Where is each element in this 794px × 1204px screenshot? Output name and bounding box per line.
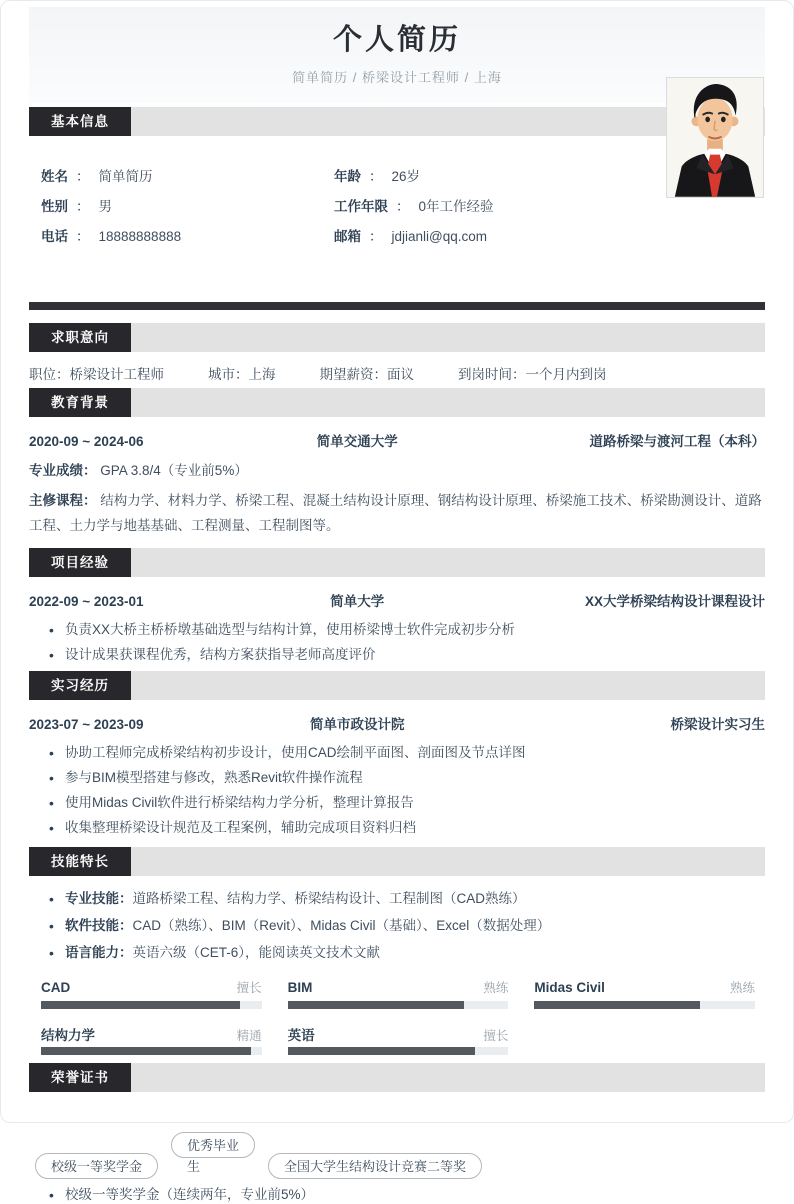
section-bar-education [29,388,765,417]
field-colon: ： [76,199,90,214]
education-row [29,433,765,451]
skill-bullet-label: 语言能力： [65,945,133,960]
section-bar-basic-info [29,107,765,136]
bullet-item [29,917,765,935]
skill-name: BIM [287,980,313,995]
internship-row [29,716,765,734]
intent-label: 到岗时间 [458,367,512,382]
profile-photo-illustration [667,78,763,197]
honor-badge: 校级一等奖学金 [35,1153,158,1179]
skill-name: 英语 [287,1028,315,1043]
intent-salary [320,366,415,384]
intent-position [29,366,164,384]
skill-bars-grid [29,978,765,1055]
section-bar-honors [29,1063,765,1092]
section-badge-projects: 项目经验 [29,548,131,577]
section-badge-job-intention: 求职意向 [29,323,131,352]
bullet-text: 使用Midas Civil软件进行桥梁结构力学分析，整理计算报告 [65,795,414,810]
courses-value: 结构力学、材料力学、桥梁工程、混凝土结构设计原理、钢结构设计原理、桥梁施工技术、桥梁勘测设计、道路工程、土力学与地基基础、工程测量、工程制图等。 [29,493,762,533]
bullet-item [29,646,765,664]
field-colon: ： [369,169,383,184]
bullet-item [29,621,765,639]
field-value: 26岁 [391,169,421,184]
skill-bullet-label: 软件技能： [65,918,133,933]
skill-level: 擅长 [483,1029,509,1043]
bullet-text: 参与BIM模型搭建与修改，熟悉Revit软件操作流程 [65,770,363,785]
skill-bullet-label: 专业技能： [65,891,133,906]
bullet-text: 协助工程师完成桥梁结构初步设计，使用CAD绘制平面图、剖面图及节点详图 [65,745,526,760]
page-subtitle: 简单简历 / 桥梁设计工程师 / 上海 [292,70,502,85]
skill-progress-track [288,1001,509,1009]
intent-value: 面议 [387,367,414,382]
section-bar-job-intention [29,323,765,352]
section-badge-basic-info: 基本信息 [29,107,131,136]
skill-bullet-text: 英语六级（CET-6），能阅读英文技术文献 [132,945,381,960]
intent-colon: ： [512,367,526,382]
skill-progress-track [534,1001,755,1009]
skill-bar-english [288,1024,509,1055]
field-label: 电话 [41,229,68,244]
project-period: 2022-09 ~ 2023-01 [29,594,144,609]
education-period: 2020-09 ~ 2024-06 [29,434,144,449]
skill-bullet-text: CAD（熟练）、BIM（Revit）、Midas Civil（基础）、Excel（数据处理） [132,918,551,933]
skill-progress-track [288,1047,509,1055]
internship-period: 2023-07 ~ 2023-09 [29,717,144,732]
courses-label: 主修课程： [29,493,97,508]
section-bar-skills [29,847,765,876]
skill-name: 结构力学 [41,1028,95,1043]
intent-label: 职位 [29,367,56,382]
intent-label: 城市 [208,367,235,382]
job-intention-row [29,366,765,384]
honor-badge: 优秀毕业生 [171,1132,255,1158]
bullet-item [29,744,765,762]
skill-bullet-text: 道路桥梁工程、结构力学、桥梁结构设计、工程制图（CAD熟练） [132,891,526,906]
project-bullets [29,621,765,664]
section-divider [29,302,765,310]
intent-value: 桥梁设计工程师 [69,367,164,382]
skill-level: 熟练 [483,981,509,995]
skill-level: 擅长 [236,981,262,995]
intent-colon: ： [373,367,387,382]
field-value: 18888888888 [98,229,182,244]
field-label: 邮箱 [334,229,361,244]
intent-city [208,366,276,384]
skill-name: CAD [41,980,71,995]
bullet-text: 负责XX大桥主桥桥墩基础选型与结构计算，使用桥梁博士软件完成初步分析 [65,622,516,637]
section-badge-skills: 技能特长 [29,847,131,876]
skill-grid-empty-cell [534,1024,755,1055]
basic-info-left-column [29,168,334,258]
intent-availability [458,366,607,384]
field-work-years [334,198,765,216]
field-label: 性别 [41,199,68,214]
page-title: 个人简历 [332,24,461,56]
bullet-item [29,890,765,908]
intent-value: 一个月内到岗 [525,367,607,382]
intent-label: 期望薪资 [319,367,374,382]
internship-title: 桥梁设计实习生 [670,717,765,732]
section-badge-education: 教育背景 [29,388,131,417]
skill-progress-fill [41,1001,240,1009]
skill-bar-bim [288,978,509,1009]
section-badge-internship: 实习经历 [29,671,131,700]
intent-colon: ： [235,367,249,382]
skill-bar-midas-civil [534,978,755,1009]
profile-photo [666,77,764,198]
skill-bar-structural-mechanics [41,1024,262,1055]
honor-badge: 全国大学生结构设计竞赛二等奖 [268,1153,482,1179]
bullet-item [29,794,765,812]
project-title: XX大学桥梁结构设计课程设计 [584,594,765,609]
section-badge-honors: 荣誉证书 [29,1063,131,1092]
internship-bullets [29,744,765,837]
field-colon: ： [76,169,90,184]
field-gender [41,198,334,216]
skill-bar-cad [41,978,262,1009]
field-value: jdjianli@qq.com [391,229,487,244]
bullet-item [29,769,765,787]
gpa-label: 专业成绩： [29,463,97,478]
skill-progress-track [41,1047,262,1055]
basic-info-block [29,168,765,280]
bullet-item [29,1186,765,1204]
bullet-item [29,819,765,837]
skill-progress-fill [288,1047,476,1055]
gpa-value: GPA 3.8/4（专业前5%） [100,463,248,478]
field-label: 姓名 [41,169,68,184]
resume-header [29,7,765,103]
skill-progress-fill [534,1001,700,1009]
intent-colon: ： [56,367,70,382]
intent-value: 上海 [248,367,276,382]
section-bar-projects [29,548,765,577]
skill-level: 熟练 [729,981,755,995]
field-colon: ： [76,229,90,244]
honors-bullets [29,1186,765,1204]
field-phone [41,228,334,246]
honor-badges-row [29,1132,765,1179]
education-gpa-line [29,461,765,480]
skill-level: 精通 [236,1029,262,1043]
skill-name: Midas Civil [534,980,605,995]
field-colon: ： [369,229,383,244]
field-value: 男 [98,199,112,214]
field-value: 简单简历 [98,169,153,184]
bullet-text: 设计成果获课程优秀，结构方案获指导老师高度评价 [65,647,376,662]
skills-bullets [29,890,765,962]
skill-progress-fill [288,1001,465,1009]
section-bar-internship [29,671,765,700]
bullet-text: 收集整理桥梁设计规范及工程案例，辅助完成项目资料归档 [65,820,416,835]
internship-org: 简单市政设计院 [309,717,405,732]
field-label: 工作年限 [334,199,388,214]
field-value: 0年工作经验 [418,199,494,214]
project-row [29,593,765,611]
education-courses-line [29,488,765,538]
field-label: 年龄 [334,169,361,184]
skill-progress-track [41,1001,262,1009]
field-colon: ： [396,199,410,214]
bullet-text: 校级一等奖学金（连续两年，专业前5%） [65,1187,315,1202]
skill-progress-fill [41,1047,251,1055]
field-email [334,228,765,246]
education-school: 简单交通大学 [316,434,398,449]
project-org: 简单大学 [330,594,385,609]
field-name [41,168,334,186]
education-major: 道路桥梁与渡河工程（本科） [589,434,765,449]
bullet-item [29,944,765,962]
